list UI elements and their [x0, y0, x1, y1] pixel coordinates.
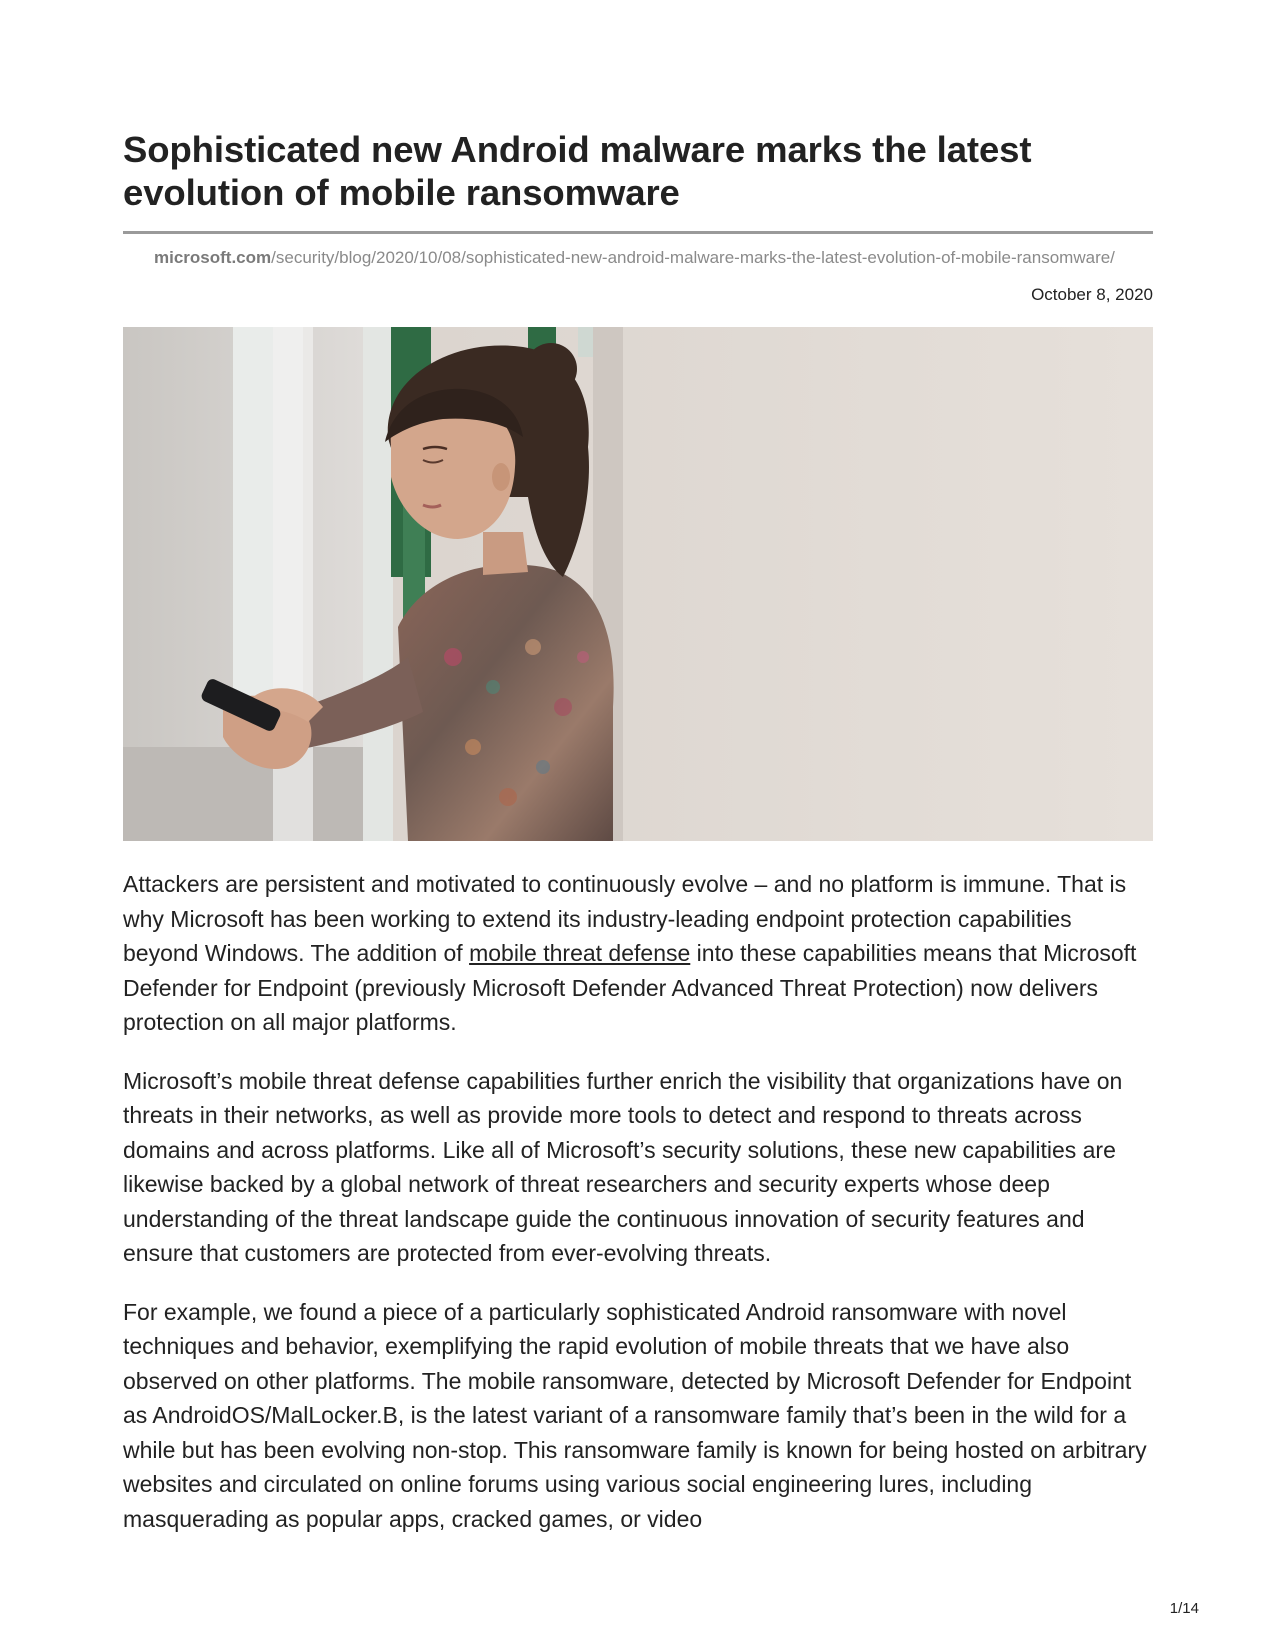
page-number: 1/14 — [1169, 1600, 1199, 1617]
paragraph-1-text-after: into these capabilities means that Microsoft Defender for Endpoint (previously Microsoft Defender Advanced Threat Protection) now delivers protection on all major platforms. — [123, 940, 1137, 1035]
publish-date: October 8, 2020 — [1031, 285, 1153, 304]
paragraph-3: For example, we found a piece of a particularly sophisticated Android ransomware with novel techniques and behavior, exemplifying the rapid evolution of mobile threats that we have also observed on other platforms. The mobile ransomware, detected by Microsoft Defender for Endpoint as AndroidOS/MalLocker.B, is the latest variant of a ransomware family that’s been in the wild for a while but has been evolving non-stop. This ransomware family is known for being hosted on arbitrary websites and circulated on online forums using various social engineering lures, including masquerading as popular apps, cracked games, or video — [123, 1298, 1147, 1532]
paragraph-2: Microsoft’s mobile threat defense capabilities further enrich the visibility that organizations have on threats in their networks, as well as provide more tools to detect and respond to threats across domains and across platforms. Like all of Microsoft’s security solutions, these new capabilities are likewise backed by a global network of threat researchers and security experts whose deep understanding of the threat landscape guide the continuous innovation of security features and ensure that customers are protected from ever-evolving threats. — [123, 1067, 1123, 1266]
title-divider — [123, 231, 1153, 234]
woman-using-phone-illustration — [123, 327, 1153, 841]
article — [123, 128, 1153, 1560]
article-body — [123, 867, 1153, 1536]
source-path: /security/blog/2020/10/08/sophisticated-new-android-malware-marks-the-latest-evolution-of-mobile-ransomware/ — [271, 248, 1115, 267]
paragraph-1-text-before: Attackers are persistent and motivated to continuously evolve – and no platform is immune. That is why Microsoft has been working to extend its industry-leading endpoint protection capabilities beyond Windows. The addition of — [123, 871, 1127, 966]
article-title: Sophisticated new Android malware marks the latest evolution of mobile ransomware — [123, 129, 1032, 213]
paragraph-1 — [123, 867, 1153, 1040]
mobile-threat-defense-link[interactable]: mobile threat defense — [469, 940, 691, 966]
hero-image — [123, 327, 1153, 841]
source-url[interactable] — [123, 246, 1153, 270]
source-domain: microsoft.com — [154, 248, 272, 267]
